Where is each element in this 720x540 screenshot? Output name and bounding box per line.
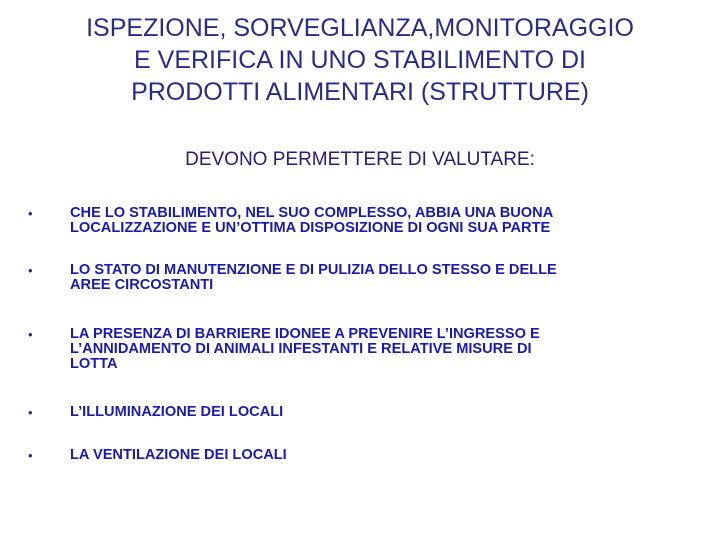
bullet-marker: • (28, 327, 33, 342)
bullet-text-line: LO STATO DI MANUTENZIONE E DI PULIZIA DELLO STESSO E DELLE (70, 262, 557, 278)
bullet-text-line: LA PRESENZA DI BARRIERE IDONEE A PREVENIRE L’INGRESSO E (70, 326, 540, 342)
bullet-text (70, 263, 690, 293)
bullet-text-line: CHE LO STABILIMENTO, NEL SUO COMPLESSO, ABBIA UNA BUONA (70, 205, 554, 221)
bullet-text (70, 405, 690, 420)
bullet-marker: • (28, 206, 33, 221)
bullet-text-line: AREE CIRCOSTANTI (70, 277, 214, 293)
bullet-text (70, 206, 690, 236)
title-line-2: E VERIFICA IN UNO STABILIMENTO DI (134, 46, 586, 74)
bullet-text-line: L’ILLUMINAZIONE DEI LOCALI (70, 404, 284, 420)
bullet-marker: • (28, 448, 33, 463)
bullet-text-line: LOCALIZZAZIONE E UN’OTTIMA DISPOSIZIONE DI OGNI SUA PARTE (70, 220, 551, 236)
bullet-marker: • (28, 263, 33, 278)
bullet-marker: • (28, 405, 33, 420)
bullet-text (70, 327, 690, 372)
slide-subtitle: DEVONO PERMETTERE DI VALUTARE: (185, 149, 535, 170)
bullet-text (70, 448, 690, 463)
title-line-3: PRODOTTI ALIMENTARI (STRUTTURE) (131, 78, 589, 106)
title-line-1: ISPEZIONE, SORVEGLIANZA,MONITORAGGIO (86, 14, 634, 42)
bullet-text-line: L’ANNIDAMENTO DI ANIMALI INFESTANTI E RELATIVE MISURE DI (70, 341, 532, 357)
bullet-text-line: LA VENTILAZIONE DEI LOCALI (70, 447, 287, 463)
bullet-text-line: LOTTA (70, 356, 118, 372)
